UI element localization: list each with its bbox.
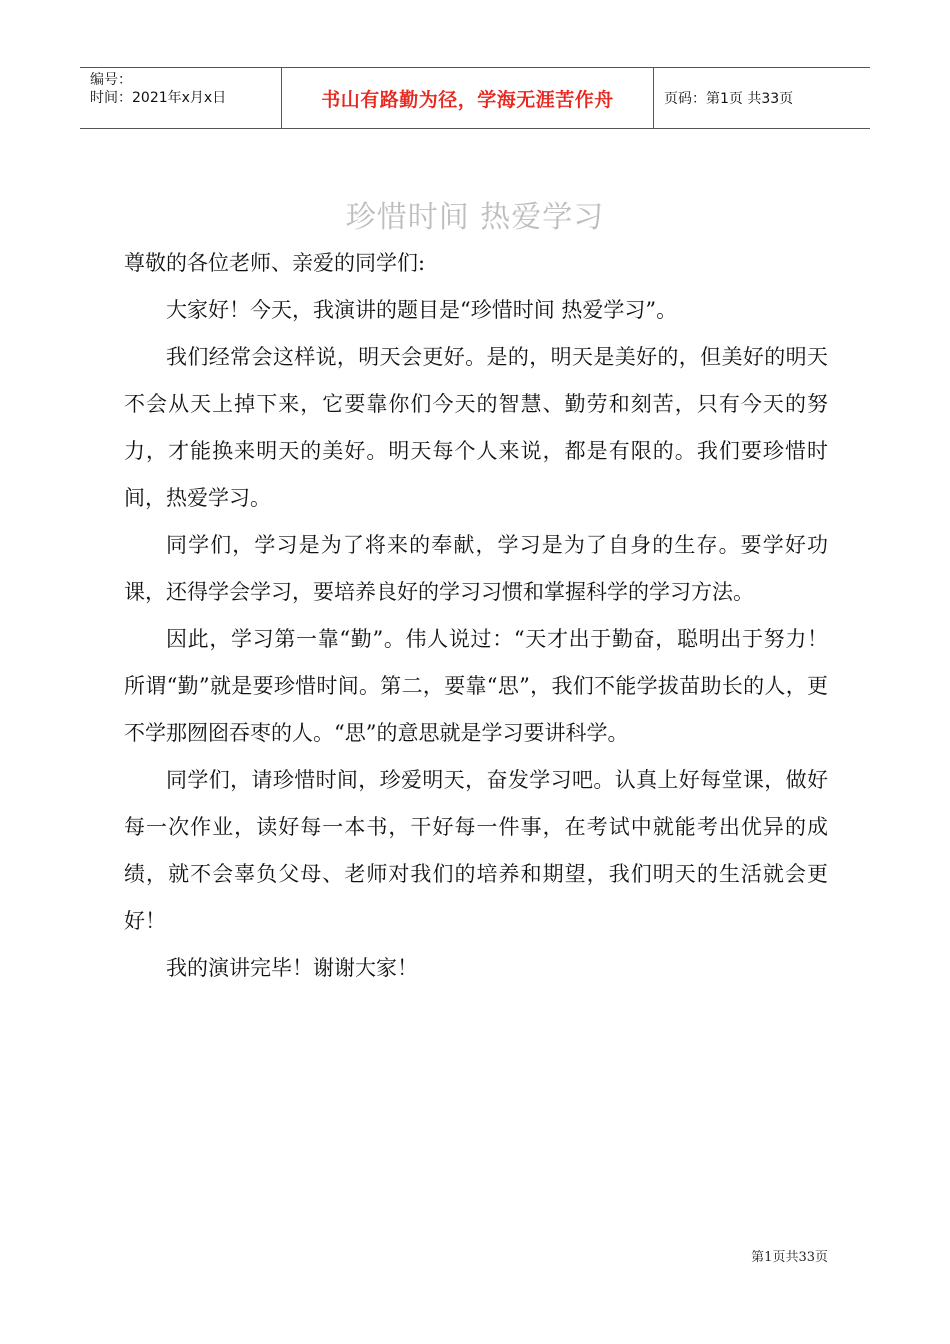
paragraph: 我的演讲完毕！谢谢大家！ [166, 956, 418, 980]
paragraph: 因此，学习第一靠“勤”。伟人说过：“天才出于勤奋，聪明出于努力！所谓“勤”就是要珍惜时间。第二，要靠“思”，我们不能学拔苗助长的人，更不学那囫囵吞枣的人。“思”的意思就是学习要讲科学。 [124, 627, 828, 745]
paragraph: 我们经常会这样说，明天会更好。是的，明天是美好的，但美好的明天不会从天上掉下来，它要靠你们今天的智慧、勤劳和刻苦，只有今天的努力，才能换来明天的美好。明天每个人来说，都是有限的。我们要珍惜时间，热爱学习。 [124, 345, 828, 510]
paragraph: 大家好！今天，我演讲的题目是“珍惜时间 热爱学习”。 [166, 298, 678, 322]
footer-page-number: 第1页共33页 [751, 1250, 828, 1265]
header-motto: 书山有路勤为径，学海无涯苦作舟 [282, 68, 654, 128]
document-title: 珍惜时间 热爱学习 [345, 200, 605, 235]
serial-label: 编号： [90, 72, 132, 88]
paragraph: 同学们，请珍惜时间，珍爱明天，奋发学习吧。认真上好每堂课，做好每一次作业，读好每一本书，干好每一件事，在考试中就能考出优异的成绩，就不会辜负父母、老师对我们的培养和期望，我们明天的生活就会更好！ [124, 768, 828, 933]
document-body [124, 240, 828, 992]
salutation: 尊敬的各位老师、亲爱的同学们: [124, 251, 426, 275]
header-meta [80, 68, 282, 128]
time-label: 时间：2021年x月x日 [90, 90, 227, 106]
paragraph: 同学们，学习是为了将来的奉献，学习是为了自身的生存。要学好功课，还得学会学习，要培养良好的学习习惯和掌握科学的学习方法。 [124, 533, 828, 604]
page-header [80, 67, 870, 129]
header-page-info: 页码：第1页 共33页 [664, 91, 794, 107]
